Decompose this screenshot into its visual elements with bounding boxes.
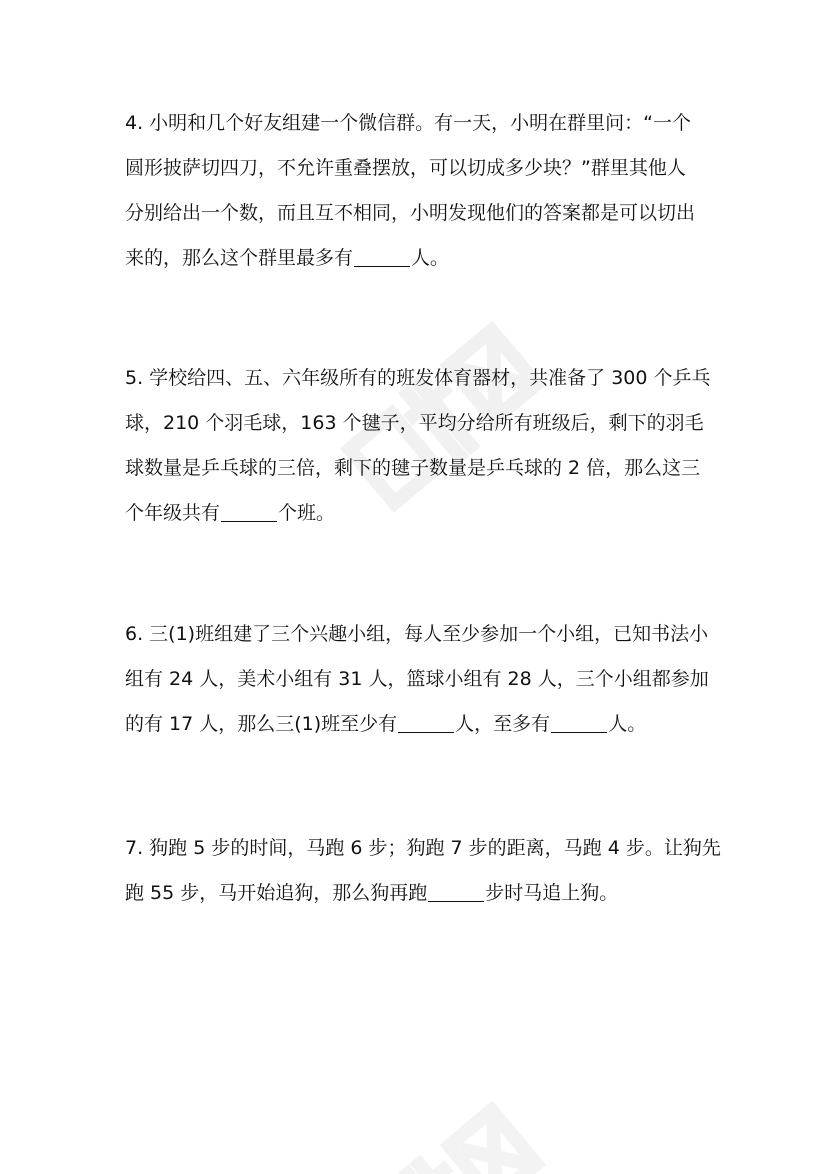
text-segment: 人，至多有 xyxy=(455,713,551,735)
question-7 xyxy=(125,826,721,916)
answer-blank[interactable] xyxy=(398,712,454,733)
question-line xyxy=(125,356,715,401)
answer-blank[interactable] xyxy=(221,501,277,522)
question-line xyxy=(125,612,715,657)
text-segment: 步时马追上狗。 xyxy=(485,882,619,904)
question-line xyxy=(125,146,715,191)
question-5 xyxy=(125,356,715,536)
question-line xyxy=(125,657,715,702)
text-segment: 跑 55 步，马开始追狗，那么狗再跑 xyxy=(125,882,428,904)
question-line xyxy=(125,702,715,747)
question-line xyxy=(125,871,715,916)
text-segment: 球数量是乒乓球的三倍，剩下的毽子数量是乒乓球的 2 倍，那么这三 xyxy=(125,457,701,479)
question-4 xyxy=(125,101,715,281)
question-line xyxy=(125,491,715,536)
watermark xyxy=(330,1080,560,1174)
question-line xyxy=(125,401,715,446)
question-line xyxy=(125,446,715,491)
answer-blank[interactable] xyxy=(551,712,607,733)
question-line xyxy=(125,236,715,281)
text-segment: 个班。 xyxy=(278,502,336,524)
text-segment: 6. 三(1)班组建了三个兴趣小组，每人至少参加一个小组，已知书法小 xyxy=(125,623,709,645)
question-line xyxy=(125,191,715,236)
text-segment: 球，210 个羽毛球，163 个毽子，平均分给所有班级后，剩下的羽毛 xyxy=(125,412,704,434)
answer-blank[interactable] xyxy=(428,881,484,902)
text-segment: 的有 17 人，那么三(1)班至少有 xyxy=(125,713,398,735)
question-6 xyxy=(125,612,715,747)
text-segment: 5. 学校给四、五、六年级所有的班发体育器材，共准备了 300 个乒乓 xyxy=(125,367,711,389)
text-segment: 来的，那么这个群里最多有 xyxy=(125,247,354,269)
question-line xyxy=(125,826,721,871)
text-segment: 人。 xyxy=(608,713,647,735)
text-segment: 7. 狗跑 5 步的时间，马跑 6 步；狗跑 7 步的距离，马跑 4 步。让狗先 xyxy=(125,837,721,859)
text-segment: 圆形披萨切四刀，不允许重叠摆放，可以切成多少块？”群里其他人 xyxy=(125,157,686,179)
question-line xyxy=(125,101,715,146)
text-segment: 人。 xyxy=(411,247,450,269)
text-segment: 组有 24 人，美术小组有 31 人，篮球小组有 28 人，三个小组都参加 xyxy=(125,668,709,690)
text-segment: 4. 小明和几个好友组建一个微信群。有一天，小明在群里问：“一个 xyxy=(125,112,692,134)
text-segment: 分别给出一个数，而且互不相同，小明发现他们的答案都是可以切出 xyxy=(125,202,696,224)
answer-blank[interactable] xyxy=(354,246,410,267)
text-segment: 个年级共有 xyxy=(125,502,221,524)
